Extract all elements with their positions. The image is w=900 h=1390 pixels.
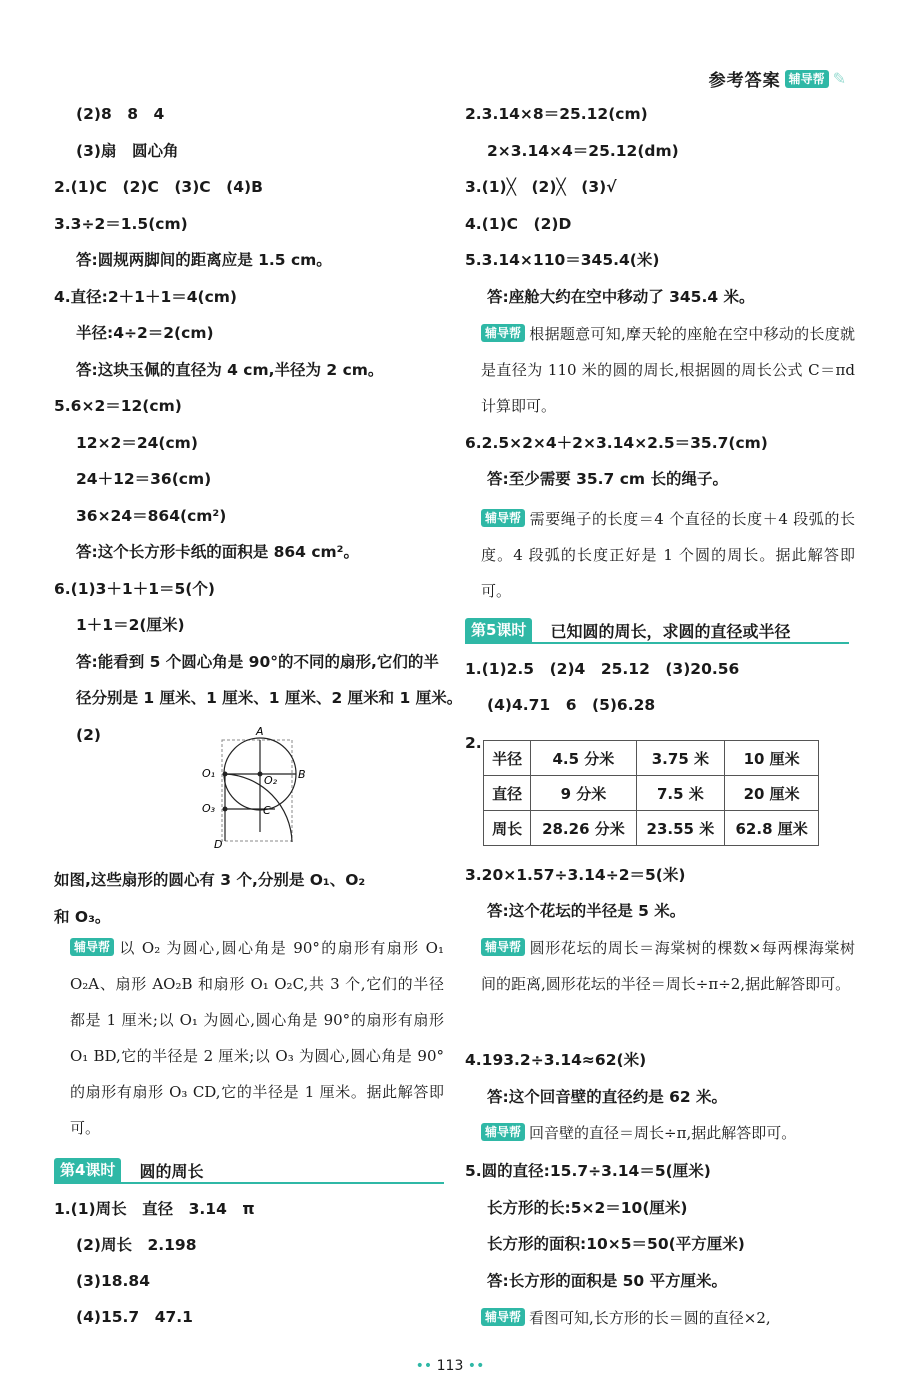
answer-line: 2.(1)C (2)C (3)C (4)B: [54, 178, 263, 196]
answer-line: 2.3.14×8＝25.12(cm): [465, 105, 648, 123]
answer-line: 答:这个回音壁的直径约是 62 米。: [487, 1088, 728, 1106]
note-box: [481, 1115, 855, 1151]
note-tag: 辅导帮: [481, 938, 525, 956]
note-tag: 辅导帮: [481, 509, 525, 527]
answer-line: 径分别是 1 厘米、1 厘米、1 厘米、2 厘米和 1 厘米。: [76, 689, 463, 707]
answer-line: 3.(1)╳ (2)╳ (3)√: [465, 178, 617, 196]
table-cell: 7.5 米: [636, 776, 725, 811]
section-badge: 第4课时: [54, 1158, 121, 1182]
answer-line: (2)周长 2.198: [76, 1236, 197, 1254]
answer-line: 2×3.14×4＝25.12(dm): [487, 142, 679, 160]
answer-line: 长方形的面积:10×5＝50(平方厘米): [487, 1235, 745, 1253]
answer-line: 4.193.2÷3.14≈62(米): [465, 1051, 647, 1069]
note-tag: 辅导帮: [481, 1123, 525, 1141]
answer-line: 5.6×2＝12(cm): [54, 397, 182, 415]
table-cell: 4.5 分米: [531, 741, 636, 776]
sector-diagram: [200, 722, 370, 852]
answer-line: 和 O₃。: [54, 908, 111, 926]
answer-line: 6.2.5×2×4＋2×3.14×2.5＝35.7(cm): [465, 434, 768, 452]
table-cell: 3.75 米: [636, 741, 725, 776]
answer-line: (4)15.7 47.1: [76, 1308, 193, 1326]
note-text: 圆形花坛的周长＝海棠树的棵数×每两棵海棠树间的距离,圆形花坛的半径＝周长÷π÷2,据此解答即可。: [481, 939, 855, 993]
answer-line: 3.20×1.57÷3.14÷2＝5(米): [465, 866, 686, 884]
section-heading: [465, 618, 849, 644]
answer-line: 1＋1＝2(厘米): [76, 616, 185, 634]
answer-line: 答:能看到 5 个圆心角是 90°的不同的扇形,它们的半: [76, 653, 439, 671]
table-cell: 周长: [484, 811, 531, 846]
answer-line: 答:座舱大约在空中移动了 345.4 米。: [487, 288, 755, 306]
answer-line: 3.3÷2＝1.5(cm): [54, 215, 188, 233]
answer-line: 2.: [465, 734, 482, 752]
answer-line: 5.圆的直径:15.7÷3.14＝5(厘米): [465, 1162, 711, 1180]
answer-line: 6.(1)3＋1＋1＝5(个): [54, 580, 215, 598]
note-box: [481, 501, 855, 609]
answer-line: 答:长方形的面积是 50 平方厘米。: [487, 1272, 728, 1290]
pencil-icon: ✎: [832, 69, 846, 88]
label-a: A: [256, 725, 264, 738]
answer-line: 答:这个花坛的半径是 5 米。: [487, 902, 686, 920]
answer-line: 答:这块玉佩的直径为 4 cm,半径为 2 cm。: [76, 361, 384, 379]
answer-line: 答:圆规两脚间的距离应是 1.5 cm。: [76, 251, 332, 269]
section-title: 圆的周长: [139, 1161, 204, 1181]
answer-line: 长方形的长:5×2＝10(厘米): [487, 1199, 688, 1217]
section-title: 已知圆的周长，求圆的直径或半径: [550, 621, 791, 641]
note-text: 根据题意可知,摩天轮的座舱在空中移动的长度就是直径为 110 米的圆的周长,根据圆的周长公式 C＝πd 计算即可。: [481, 325, 855, 415]
table-row: [484, 776, 819, 811]
table-row: [484, 811, 819, 846]
note-tag: 辅导帮: [70, 938, 114, 956]
answer-line: 36×24＝864(cm²): [76, 507, 227, 525]
answer-line: 答:至少需要 35.7 cm 长的绳子。: [487, 470, 728, 488]
answer-line: 12×2＝24(cm): [76, 434, 198, 452]
label-o2: O₂: [264, 774, 278, 787]
table-row: [484, 741, 819, 776]
note-text: 回音壁的直径＝周长÷π,据此解答即可。: [529, 1124, 797, 1142]
table-cell: 28.26 分米: [531, 811, 636, 846]
answer-line: (3)18.84: [76, 1272, 150, 1290]
answer-line: 半径:4÷2＝2(cm): [76, 324, 214, 342]
note-text: 看图可知,长方形的长＝圆的直径×2,: [529, 1309, 771, 1327]
circle-table: [483, 740, 819, 846]
note-tag: 辅导帮: [481, 1308, 525, 1326]
page-header: [709, 66, 846, 91]
section-badge: 第5课时: [465, 618, 532, 642]
label-o3: O₃: [202, 802, 216, 815]
answer-line: 5.3.14×110＝345.4(米): [465, 251, 660, 269]
note-box: [481, 930, 855, 1002]
header-title: 参考答案: [708, 71, 781, 91]
answer-line: 如图,这些扇形的圆心有 3 个,分别是 O₁、O₂: [54, 871, 366, 889]
table-cell: 23.55 米: [636, 811, 725, 846]
table-cell: 直径: [484, 776, 531, 811]
header-tag: 辅导帮: [785, 70, 829, 88]
table-cell: 半径: [484, 741, 531, 776]
dot-icon: ••: [415, 1358, 437, 1374]
answer-line: 答:这个长方形卡纸的面积是 864 cm²。: [76, 543, 359, 561]
note-box: [481, 1300, 855, 1336]
label-d: D: [214, 838, 223, 851]
table-cell: 9 分米: [531, 776, 636, 811]
note-tag: 辅导帮: [481, 324, 525, 342]
note-text: 以 O₂ 为圆心,圆心角是 90°的扇形有扇形 O₁ O₂A、扇形 AO₂B 和扇形 O₁ O₂C,共 3 个,它们的半径都是 1 厘米;以 O₁ 为圆心,圆心角是 90°的扇形有扇形 O₁ BD,它的半径是 2 厘米;以 O₃ 为圆心,圆心角是 90°的扇形有扇形 O₃ CD,它的半径是 1 厘米。据此解答即可。: [70, 939, 444, 1137]
note-text: 需要绳子的长度＝4 个直径的长度＋4 段弧的长度。4 段弧的长度正好是 1 个圆的周长。据此解答即可。: [481, 510, 855, 600]
answer-line: 4.(1)C (2)D: [465, 215, 572, 233]
page-number: [0, 1358, 900, 1374]
dot-icon: ••: [463, 1358, 485, 1374]
note-box: [481, 316, 855, 424]
answer-line: (3)扇 圆心角: [76, 142, 179, 160]
table-cell: 10 厘米: [725, 741, 819, 776]
page-number-text: 113: [436, 1358, 464, 1374]
label-o1: O₁: [202, 767, 216, 780]
note-box: [70, 930, 444, 1146]
answer-line: 24＋12＝36(cm): [76, 470, 212, 488]
table-cell: 62.8 厘米: [725, 811, 819, 846]
answer-line: (2): [76, 726, 101, 744]
answer-line: 1.(1)周长 直径 3.14 π: [54, 1200, 255, 1218]
answer-line: 4.直径:2＋1＋1＝4(cm): [54, 288, 238, 306]
label-c: C: [263, 804, 271, 817]
answer-line: 1.(1)2.5 (2)4 25.12 (3)20.56: [465, 660, 740, 678]
answer-line: (2)8 8 4: [76, 105, 165, 123]
section-heading: [54, 1158, 444, 1184]
answer-line: (4)4.71 6 (5)6.28: [487, 696, 656, 714]
label-b: B: [298, 768, 306, 781]
table-cell: 20 厘米: [725, 776, 819, 811]
